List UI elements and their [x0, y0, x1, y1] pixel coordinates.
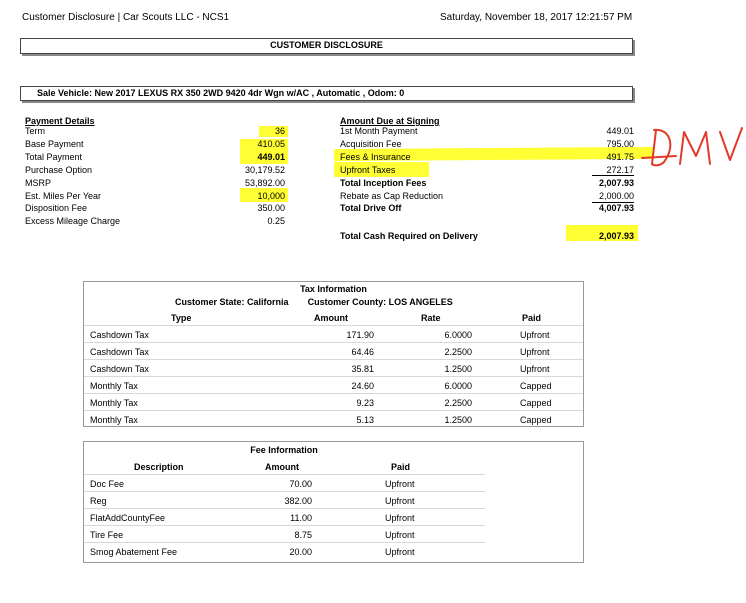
- payment-label: Excess Mileage Charge: [25, 216, 121, 227]
- fee-description: Smog Abatement Fee: [90, 547, 178, 557]
- tax-paid: Capped: [520, 398, 552, 408]
- fee-paid: Upfront: [385, 547, 415, 557]
- subtotal-rule-1: [592, 175, 634, 176]
- tax-rate: 1.2500: [444, 364, 472, 374]
- fee-amount: 8.75: [294, 530, 312, 540]
- state-value: California: [247, 297, 289, 307]
- amount-due-label: Acquisition Fee: [340, 138, 402, 149]
- page-title: CUSTOMER DISCLOSURE: [270, 40, 383, 50]
- fee-row: [84, 491, 485, 509]
- fee-paid: Upfront: [385, 530, 415, 540]
- fee-row: [84, 474, 485, 492]
- fee-description: FlatAddCountyFee: [90, 513, 166, 523]
- tax-paid: Upfront: [520, 364, 550, 374]
- amount-due-value: 2,007.93: [598, 177, 634, 188]
- cash-required-value: 2,007.93: [598, 231, 634, 241]
- fee-amount: 70.00: [289, 479, 312, 489]
- amount-due-label: 1st Month Payment: [340, 126, 418, 136]
- amount-due-label: Fees & Insurance: [340, 151, 411, 162]
- fee-col-description: Description: [134, 462, 184, 472]
- payment-value: 449.01: [257, 151, 285, 162]
- county-value: LOS ANGELES: [388, 297, 453, 307]
- tax-col-paid: Paid: [522, 313, 542, 323]
- cash-required-label: Total Cash Required on Delivery: [340, 231, 478, 241]
- payment-label: Term: [25, 126, 45, 136]
- amount-due-value: 2,000.00: [598, 190, 634, 201]
- fee-information-table: [83, 441, 584, 563]
- payment-label: Est. Miles Per Year: [25, 190, 102, 201]
- tax-row: [84, 342, 583, 360]
- tax-amount: 9.23: [356, 398, 374, 408]
- tax-rate: 6.0000: [444, 381, 472, 391]
- tax-amount: 35.81: [351, 364, 374, 374]
- fee-paid: Upfront: [385, 496, 415, 506]
- vehicle-description: Sale Vehicle: New 2017 LEXUS RX 350 2WD 9420 4dr Wgn w/AC , Automatic , Odom: 0: [37, 88, 405, 98]
- fee-col-paid: Paid: [391, 462, 411, 472]
- amount-due-label: Upfront Taxes: [340, 164, 396, 175]
- fee-title: Fee Information: [250, 445, 318, 455]
- tax-information-table: [83, 281, 584, 427]
- tax-row: [84, 376, 583, 394]
- tax-rate: 1.2500: [444, 415, 472, 425]
- county-label: Customer County:: [307, 297, 387, 307]
- payment-label: Total Payment: [25, 151, 83, 162]
- payment-value: 410.05: [257, 138, 285, 149]
- tax-type: Monthly Tax: [90, 415, 138, 425]
- amount-due-label: Total Drive Off: [340, 203, 402, 214]
- tax-rate: 6.0000: [444, 330, 472, 340]
- fee-amount: 11.00: [290, 513, 312, 523]
- tax-row: [84, 325, 583, 343]
- customer-state: [175, 297, 453, 307]
- tax-type: Cashdown Tax: [90, 364, 149, 374]
- tax-type: Cashdown Tax: [90, 330, 149, 340]
- header-timestamp: Saturday, November 18, 2017 12:21:57 PM: [440, 12, 633, 23]
- payment-value: 30,179.52: [244, 164, 285, 175]
- fee-description: Doc Fee: [90, 479, 125, 489]
- payment-label: MSRP: [25, 177, 52, 188]
- state-label: Customer State:: [175, 297, 245, 307]
- tax-row: [84, 359, 583, 377]
- amount-due-heading: Amount Due at Signing: [340, 116, 440, 126]
- fee-paid: Upfront: [385, 513, 415, 523]
- payment-value: 10,000: [257, 190, 285, 201]
- tax-amount: 171.90: [346, 330, 374, 340]
- tax-col-rate: Rate: [421, 313, 441, 323]
- payment-value: 53,892.00: [244, 177, 285, 188]
- fee-amount: 20.00: [289, 547, 312, 557]
- tax-amount: 64.46: [351, 347, 374, 357]
- tax-paid: Capped: [520, 381, 552, 391]
- handwritten-dmv-annotation: [640, 120, 746, 195]
- tax-paid: Capped: [520, 415, 552, 425]
- tax-rate: 2.2500: [444, 347, 472, 357]
- fee-row: [84, 508, 485, 526]
- amount-due-label: Rebate as Cap Reduction: [340, 190, 444, 201]
- tax-paid: Upfront: [520, 347, 550, 357]
- amount-due-value: 795.00: [606, 138, 634, 149]
- fee-description: Tire Fee: [90, 530, 124, 540]
- tax-type: Monthly Tax: [90, 398, 138, 408]
- payment-value: 36: [274, 126, 285, 136]
- payment-value: 0.25: [267, 216, 285, 227]
- header-title: Customer Disclosure | Car Scouts LLC - NCS1: [22, 12, 230, 23]
- tax-amount: 24.60: [351, 381, 374, 391]
- payment-label: Purchase Option: [25, 164, 93, 175]
- payment-label: Disposition Fee: [25, 203, 88, 214]
- vehicle-box: [20, 86, 633, 101]
- amount-due-value: 491.75: [606, 151, 634, 162]
- payment-label: Base Payment: [25, 138, 84, 149]
- tax-col-amount: Amount: [314, 313, 348, 323]
- fee-amount: 382.00: [284, 496, 312, 506]
- title-box: [20, 38, 633, 54]
- fee-paid: Upfront: [385, 479, 415, 489]
- fee-col-amount: Amount: [265, 462, 299, 472]
- tax-type: Cashdown Tax: [90, 347, 149, 357]
- tax-row: [84, 393, 583, 411]
- tax-row: [84, 410, 583, 428]
- fee-description: Reg: [90, 496, 107, 506]
- subtotal-rule-2: [592, 202, 634, 203]
- payment-details-heading: Payment Details: [25, 116, 95, 126]
- tax-title: Tax Information: [300, 284, 367, 294]
- payment-value: 350.00: [257, 203, 285, 214]
- tax-rate: 2.2500: [444, 398, 472, 408]
- tax-amount: 5.13: [356, 415, 374, 425]
- tax-type: Monthly Tax: [90, 381, 138, 391]
- tax-paid: Upfront: [520, 330, 550, 340]
- fee-row: [84, 525, 485, 543]
- amount-due-value: 449.01: [606, 126, 634, 136]
- tax-col-type: Type: [171, 313, 192, 323]
- amount-due-value: 4,007.93: [598, 203, 634, 214]
- fee-row: [84, 542, 485, 560]
- amount-due-label: Total Inception Fees: [340, 177, 427, 188]
- amount-due-value: 272.17: [606, 164, 634, 175]
